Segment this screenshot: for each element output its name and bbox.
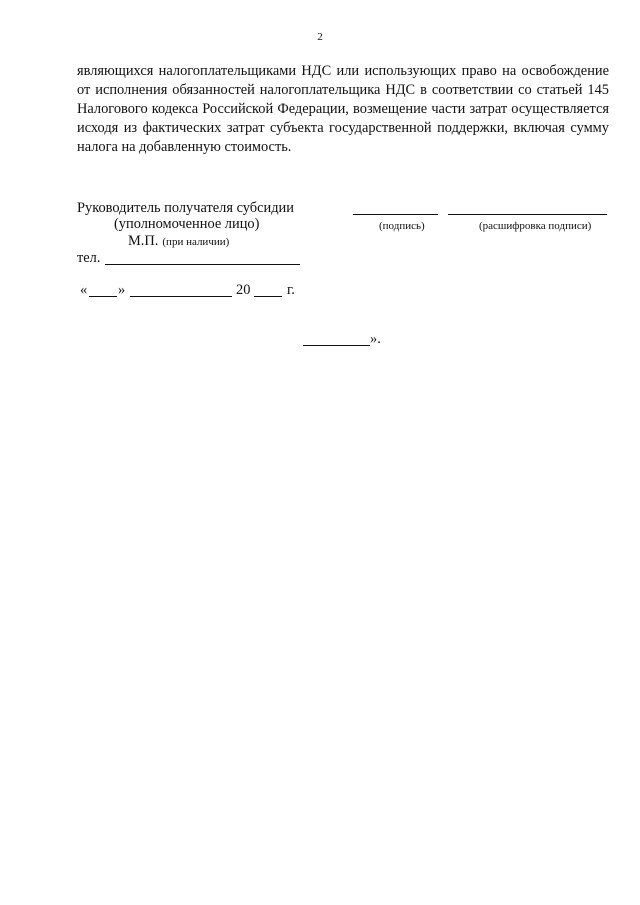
signature-line	[353, 214, 438, 215]
date-close-quote: »	[118, 282, 126, 298]
signature-caption: (подпись)	[379, 220, 425, 232]
month-line	[130, 296, 232, 297]
decoding-line	[448, 214, 607, 215]
authorized-label: (уполномоченное лицо)	[114, 216, 260, 232]
year-prefix: 20	[236, 282, 251, 298]
stamp-row	[128, 232, 229, 250]
stamp-note: (при наличии)	[162, 236, 230, 248]
closing-mark: ».	[370, 331, 381, 347]
closing-line	[303, 345, 370, 346]
page-number: 2	[317, 31, 323, 43]
year-suffix: г.	[287, 282, 295, 298]
date-open-quote: «	[80, 282, 88, 298]
phone-label: тел.	[77, 250, 101, 266]
year-line	[254, 296, 282, 297]
decoding-caption: (расшифровка подписи)	[479, 220, 592, 232]
head-label: Руководитель получателя субсидии	[77, 200, 294, 216]
stamp-label: М.П.	[128, 233, 159, 249]
body-paragraph: являющихся налогоплательщиками НДС или использующих право на освобождение от исполнения обязанностей налогоплательщика НДС в соответствии со статьей 145 Налогового кодекса Российской Федерации, возмещение части затрат осуществляется исходя из фактических затрат субъекта государственной поддержки, включая сумму налога на добавленную стоимость.	[77, 63, 609, 155]
phone-line	[105, 264, 300, 265]
day-line	[89, 296, 117, 297]
